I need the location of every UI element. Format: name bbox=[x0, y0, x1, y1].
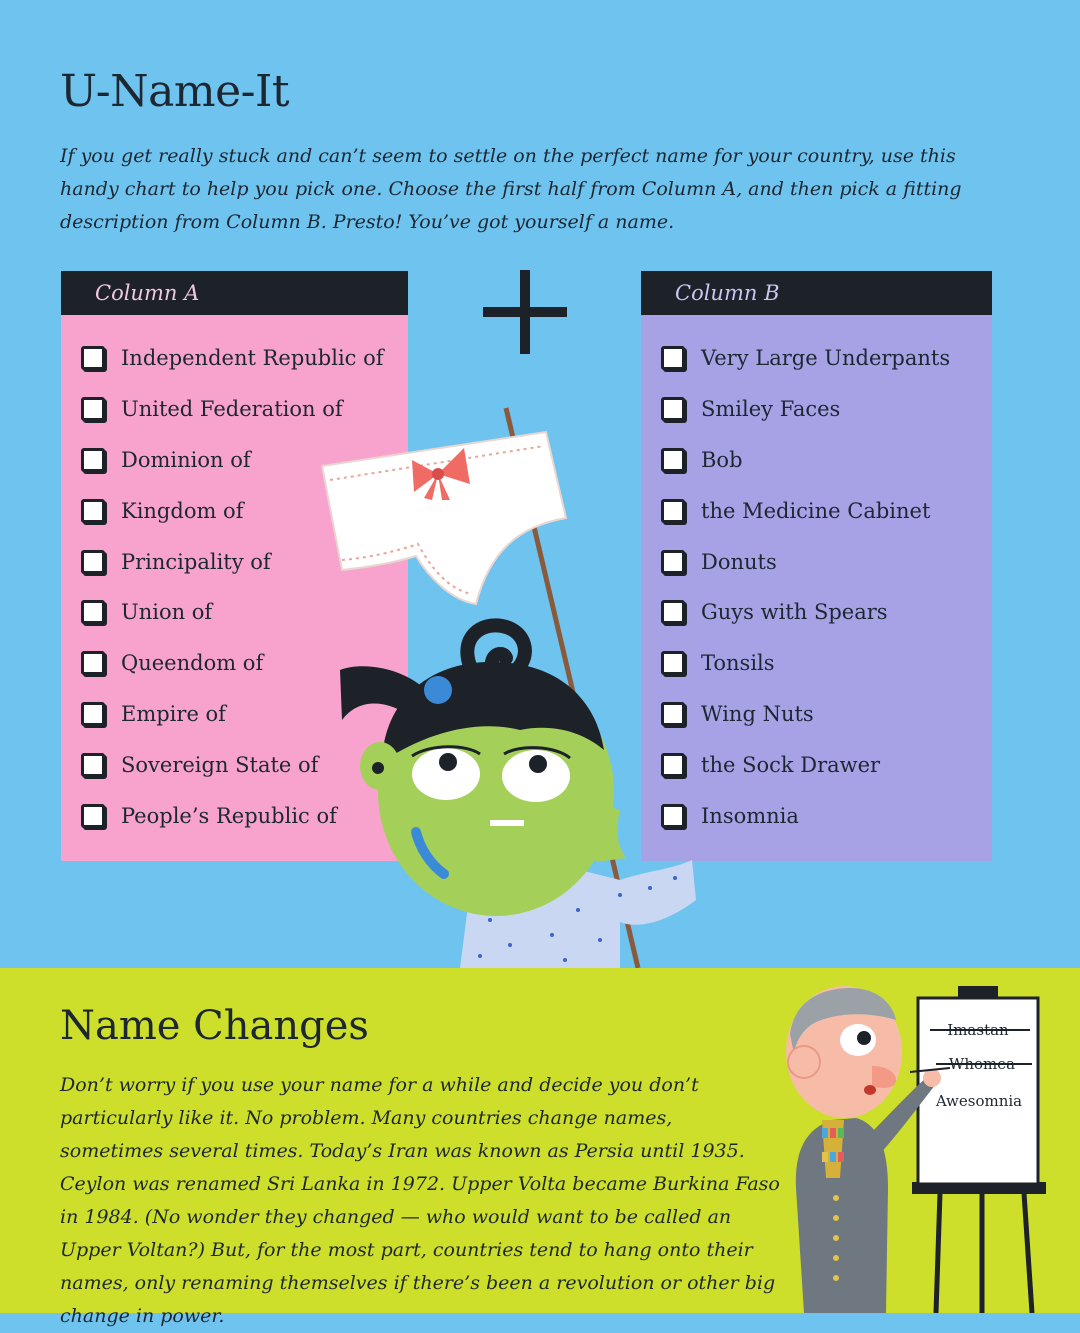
column-a-option[interactable] bbox=[81, 333, 408, 384]
option-label: Kingdom of bbox=[121, 498, 244, 523]
checkbox[interactable] bbox=[81, 550, 105, 574]
option-label: Sovereign State of bbox=[121, 752, 319, 777]
plus-icon bbox=[483, 270, 567, 354]
column-b-option[interactable] bbox=[661, 485, 992, 536]
girl-with-underpants-flag-illustration bbox=[320, 400, 700, 968]
column-b-option[interactable] bbox=[661, 435, 992, 486]
option-label: Tonsils bbox=[701, 651, 775, 676]
column-a-heading: Column A bbox=[61, 271, 408, 315]
column-b-option[interactable] bbox=[661, 536, 992, 587]
option-label: Queendom of bbox=[121, 651, 264, 676]
checkbox[interactable] bbox=[661, 346, 685, 370]
option-label: Smiley Faces bbox=[701, 397, 841, 422]
checkbox[interactable] bbox=[81, 346, 105, 370]
option-label: Independent Republic of bbox=[121, 346, 384, 371]
general-with-easel-illustration bbox=[760, 968, 1080, 1313]
option-label: the Sock Drawer bbox=[701, 752, 881, 777]
easel-crossed-name-2: Whomea bbox=[948, 1055, 1016, 1073]
easel-chosen-name: Awesomnia bbox=[935, 1092, 1023, 1110]
column-b-option[interactable] bbox=[661, 333, 992, 384]
column-b-option[interactable] bbox=[661, 587, 992, 638]
easel-crossed-name-1: Imastan bbox=[947, 1021, 1009, 1039]
checkbox[interactable] bbox=[81, 600, 105, 624]
option-label: Donuts bbox=[701, 549, 777, 574]
option-label: People’s Republic of bbox=[121, 803, 337, 828]
name-changes-section bbox=[0, 968, 1080, 1327]
checkbox[interactable] bbox=[81, 651, 105, 675]
option-label: United Federation of bbox=[121, 397, 343, 422]
checkbox[interactable] bbox=[81, 448, 105, 472]
option-label: Principality of bbox=[121, 549, 271, 574]
option-label: Union of bbox=[121, 600, 213, 625]
option-label: Wing Nuts bbox=[701, 701, 814, 726]
section-title: Name Changes bbox=[60, 1003, 369, 1049]
option-label: Empire of bbox=[121, 701, 226, 726]
checkbox[interactable] bbox=[81, 702, 105, 726]
column-b-option[interactable] bbox=[661, 790, 992, 841]
checkbox[interactable] bbox=[81, 804, 105, 828]
checkbox[interactable] bbox=[81, 753, 105, 777]
name-changes-paragraph: Don’t worry if you use your name for a while and decide you don’t particularly like it. No problem. Many countries change names, sometimes several times. Today’s Iran was known as Persia until 1935. Ceylon was renamed Sri Lanka in 1972. Upper Volta became Burkina Faso in 1984. (No wonder they changed — who would want to be called an Upper Voltan?) But, for the most part, countries tend to hang onto their names, only renaming themselves if there’s been a revolution or other big change in power. bbox=[60, 1074, 780, 1327]
option-label: Insomnia bbox=[701, 803, 799, 828]
column-b-option[interactable] bbox=[661, 638, 992, 689]
column-b-option[interactable] bbox=[661, 384, 992, 435]
checkbox[interactable] bbox=[81, 397, 105, 421]
option-label: Bob bbox=[701, 447, 743, 472]
column-b-option[interactable] bbox=[661, 689, 992, 740]
option-label: Dominion of bbox=[121, 447, 251, 472]
option-label: Very Large Underpants bbox=[701, 346, 951, 371]
page-title: U-Name-It bbox=[60, 66, 290, 117]
option-label: Guys with Spears bbox=[701, 600, 888, 625]
column-b-heading: Column B bbox=[641, 271, 992, 315]
column-b-option[interactable] bbox=[661, 739, 992, 790]
checkbox[interactable] bbox=[81, 499, 105, 523]
intro-paragraph: If you get really stuck and can’t seem to settle on the perfect name for your country, use this handy chart to help you pick one. Choose the first half from Column A, and then pick a fitting description from Column B. Presto! You’ve got yourself a name. bbox=[60, 145, 962, 233]
option-label: the Medicine Cabinet bbox=[701, 498, 931, 523]
